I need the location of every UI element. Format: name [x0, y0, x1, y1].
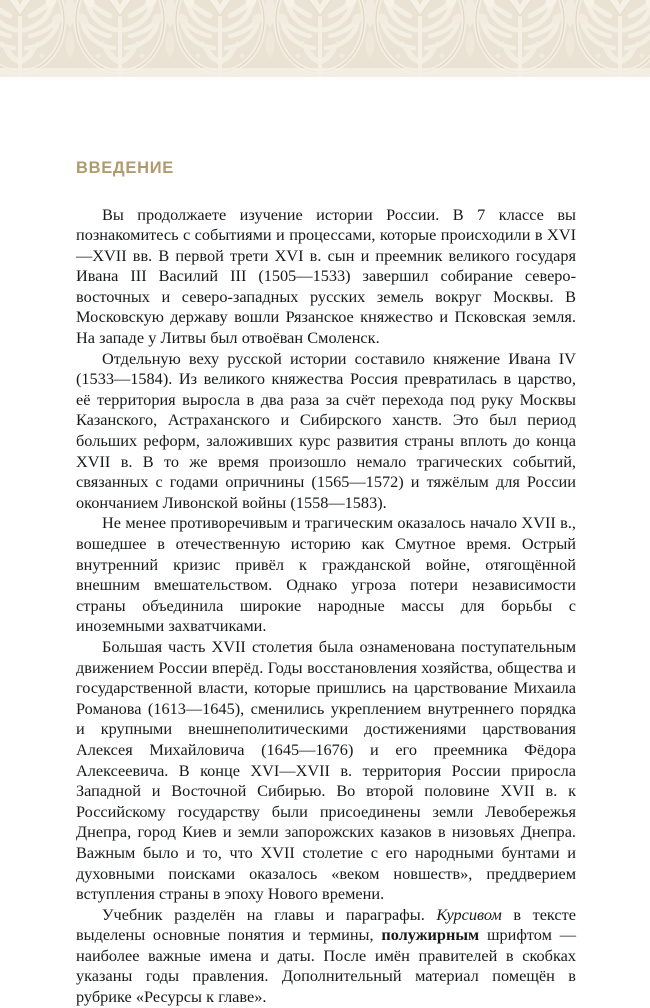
- emphasis-bold: полужирным: [381, 925, 480, 945]
- ornamental-header-band: [0, 0, 650, 77]
- paragraph-2: Отдельную веху русской истории составило княжение Ивана IV (1533—1584). Из великого княжества Россия превратилась в царство, её территория выросла в два раза за счёт перехода под руку Москвы Казанского, Астраханского и Сибирского ханств. Это был период больших реформ, заложивших курс развития страны вплоть до конца XVII в. В то же время произошло немало трагических событий, связанных с годами опричнины (1565—1572) и тяжёлым для России окончанием Ливонской войны (1558—1583).: [76, 348, 576, 512]
- page-title: ВВЕДЕНИЕ: [76, 159, 174, 177]
- page-content: [76, 160, 576, 1008]
- paragraph-1: Вы продолжаете изучение истории России. В 7 классе вы познакомитесь с событиями и процессами, которые происходили в XVI—XVII вв. В первой трети XVI в. сын и преемник великого государя Ивана III Василий III (1505—1533) завершил собирание северо-восточных и северо-западных русских земель вокруг Москвы. В Московскую державу вошли Рязанское княжество и Псковская земля. На западе у Литвы был отвоёван Смоленск.: [76, 204, 576, 348]
- paragraph-4: Большая часть XVII столетия была ознаменована поступательным движением России вперёд. Годы восстановления хозяйства, общества и государственной власти, которые пришлись на царствование Михаила Романова (1613—1645), сменились укреплением внутреннего порядка и крупными внешнеполитическими достижениями царствования Алексея Михайловича (1645—1676) и его преемника Фёдора Алексеевича. В конце XVI—XVII в. территория России приросла Западной и Восточной Сибирью. Во второй половине XVII в. к Российскому государству были присоединены земли Левобережья Днепра, город Киев и земли запорожских казаков в низовьях Днепра. Важным было и то, что XVII столетие с его народными бунтами и духовными поисками оказалось «веком новшеств», преддверием вступления страны в эпоху Нового времени.: [76, 636, 576, 904]
- paragraph-5: Учебник разделён на главы и параграфы. Курсивом в тексте выделены основные понятия и термины, полужирным шрифтом — наиболее важные имена и даты. После имён правителей в скобках указаны годы правления. Дополнительный материал помещён в рубрике «Ресурсы к главе».: [76, 904, 576, 1007]
- paragraph-3: Не менее противоречивым и трагическим оказалось начало XVII в., вошедшее в отечественную историю как Смутное время. Острый внутренний кризис привёл к гражданской войне, отягощённой внешним вмешательством. Однако угроза потери независимости страны объединила широкие народные массы для борьбы с иноземными захватчиками.: [76, 513, 576, 636]
- emphasis-italic: Курсивом: [436, 904, 502, 924]
- introduction-body: [76, 205, 576, 1008]
- damask-floral-border-icon: [0, 0, 650, 77]
